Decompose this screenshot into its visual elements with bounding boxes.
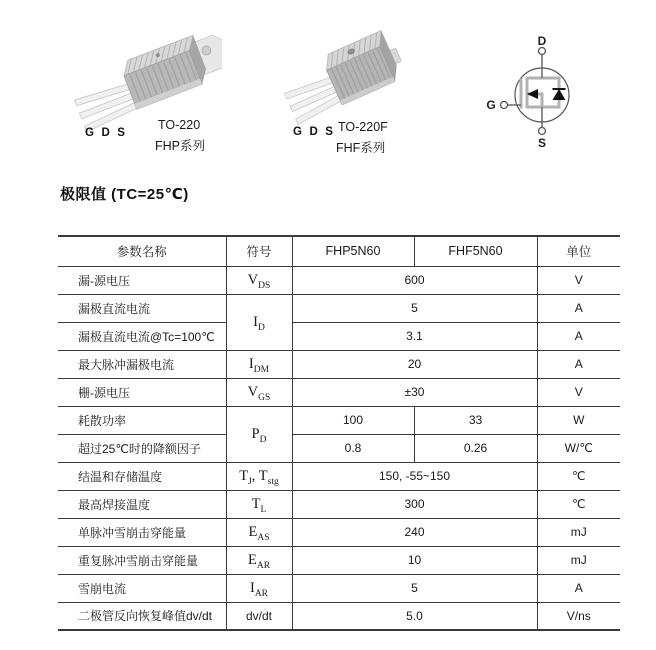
value-cell: 20 bbox=[292, 350, 537, 378]
param-name-cell: 重复脉冲雪崩击穿能量 bbox=[58, 546, 226, 574]
param-name-cell: 最高焊接温度 bbox=[58, 490, 226, 518]
symbol-cell: $I_{AR}$ bbox=[226, 574, 292, 602]
column-header: FHP5N60 bbox=[292, 236, 414, 266]
unit-cell: V bbox=[537, 266, 620, 294]
value-cell: 33 bbox=[414, 406, 537, 434]
unit-cell: A bbox=[537, 350, 620, 378]
column-header: 单位 bbox=[537, 236, 620, 266]
ratings-table-wrap bbox=[58, 235, 620, 631]
source-label: S bbox=[537, 136, 547, 150]
param-name-cell: 二极管反向恢复峰值dv/dt bbox=[58, 602, 226, 630]
value-cell: 10 bbox=[292, 546, 537, 574]
unit-cell: A bbox=[537, 322, 620, 350]
column-header: 符号 bbox=[226, 236, 292, 266]
pin-label-g: G bbox=[85, 127, 95, 139]
column-header: 参数名称 bbox=[116, 245, 167, 260]
unit-cell: mJ bbox=[537, 518, 620, 546]
unit-cell: A bbox=[537, 574, 620, 602]
unit-cell: V bbox=[537, 378, 620, 406]
drain-terminal bbox=[539, 48, 546, 55]
table-row bbox=[58, 406, 620, 434]
section-title: 极限值 (TC=25℃) bbox=[60, 186, 189, 203]
table-row bbox=[58, 518, 620, 546]
table-row bbox=[58, 490, 620, 518]
max-ratings-table bbox=[58, 235, 620, 631]
param-name-cell: 漏-源电压 bbox=[58, 266, 226, 294]
to220-pin-labels bbox=[85, 127, 125, 139]
unit-cell: ℃ bbox=[537, 490, 620, 518]
symbol-cell: $E_{AS}$ bbox=[226, 518, 292, 546]
table-row bbox=[58, 266, 620, 294]
symbol-cell: $V_{GS}$ bbox=[226, 378, 292, 406]
gate-label: G bbox=[486, 98, 496, 112]
symbol-cell: $T_L$ bbox=[226, 490, 292, 518]
param-name-cell: 单脉冲雪崩击穿能量 bbox=[58, 518, 226, 546]
param-name-cell: 超过25℃时的降额因子 bbox=[58, 434, 226, 462]
body-diode-icon bbox=[553, 89, 566, 100]
param-name-cell: 栅-源电压 bbox=[58, 378, 226, 406]
table-row bbox=[58, 574, 620, 602]
column-header: FHF5N60 bbox=[414, 236, 537, 266]
unit-cell: mJ bbox=[537, 546, 620, 574]
gate-terminal bbox=[501, 102, 508, 109]
nchannel-arrow-icon bbox=[527, 89, 538, 99]
param-name-cell: 结温和存储温度 bbox=[58, 462, 226, 490]
pin-label-s: S bbox=[325, 126, 334, 138]
symbol-cell: $P_D$ bbox=[226, 406, 292, 462]
value-cell: 100 bbox=[292, 406, 414, 434]
to220f-pin-labels bbox=[293, 126, 333, 138]
table-row bbox=[58, 462, 620, 490]
table-row bbox=[58, 350, 620, 378]
pin-label-d: D bbox=[309, 126, 319, 138]
symbol-cell: $V_{DS}$ bbox=[226, 266, 292, 294]
table-row bbox=[58, 546, 620, 574]
pin-label-d: D bbox=[101, 127, 111, 139]
source-terminal bbox=[539, 128, 546, 135]
value-cell: 600 bbox=[292, 266, 537, 294]
table-row bbox=[58, 322, 620, 350]
value-cell: 0.26 bbox=[414, 434, 537, 462]
pin-label-s: S bbox=[117, 127, 126, 139]
mosfet-symbol-figure bbox=[478, 12, 608, 152]
symbol-cell: $I_D$ bbox=[226, 294, 292, 350]
header-row bbox=[58, 236, 620, 266]
param-name-cell: 雪崩电流 bbox=[58, 574, 226, 602]
mosfet-symbol-image bbox=[478, 12, 608, 152]
param-name-cell: 耗散功率 bbox=[58, 406, 226, 434]
value-cell: 3.1 bbox=[292, 322, 537, 350]
value-cell: 5 bbox=[292, 294, 537, 322]
param-name-cell: 漏极直流电流@Tc=100℃ bbox=[58, 322, 226, 350]
param-name-cell: 最大脉冲漏极电流 bbox=[58, 350, 226, 378]
value-cell: 300 bbox=[292, 490, 537, 518]
to220f-package-name: TO-220F bbox=[338, 120, 388, 134]
symbol-cell: $I_{DM}$ bbox=[226, 350, 292, 378]
table-row bbox=[58, 602, 620, 630]
unit-cell: W/℃ bbox=[537, 434, 620, 462]
value-cell: 5.0 bbox=[292, 602, 537, 630]
unit-cell: W bbox=[537, 406, 620, 434]
unit-cell: V/ns bbox=[537, 602, 620, 630]
value-cell: 0.8 bbox=[292, 434, 414, 462]
param-name-cell: 漏极直流电流 bbox=[58, 294, 226, 322]
table-row bbox=[58, 378, 620, 406]
unit-cell: ℃ bbox=[537, 462, 620, 490]
symbol-cell: dv/dt bbox=[226, 602, 292, 630]
fhp-series-name: FHP系列 bbox=[155, 139, 206, 153]
symbol-cell: $T_J$, $T_{stg}$ bbox=[226, 462, 292, 490]
symbol-cell: $E_{AR}$ bbox=[226, 546, 292, 574]
drain-label: D bbox=[537, 34, 547, 48]
value-cell: 5 bbox=[292, 574, 537, 602]
pin-label-g: G bbox=[293, 126, 303, 138]
table-row bbox=[58, 294, 620, 322]
to220-package-name: TO-220 bbox=[158, 118, 201, 132]
value-cell: 240 bbox=[292, 518, 537, 546]
fhf-series-name: FHF系列 bbox=[336, 141, 386, 155]
unit-cell: A bbox=[537, 294, 620, 322]
table-row bbox=[58, 434, 620, 462]
value-cell: ±30 bbox=[292, 378, 537, 406]
value-cell: 150, -55~150 bbox=[292, 462, 537, 490]
